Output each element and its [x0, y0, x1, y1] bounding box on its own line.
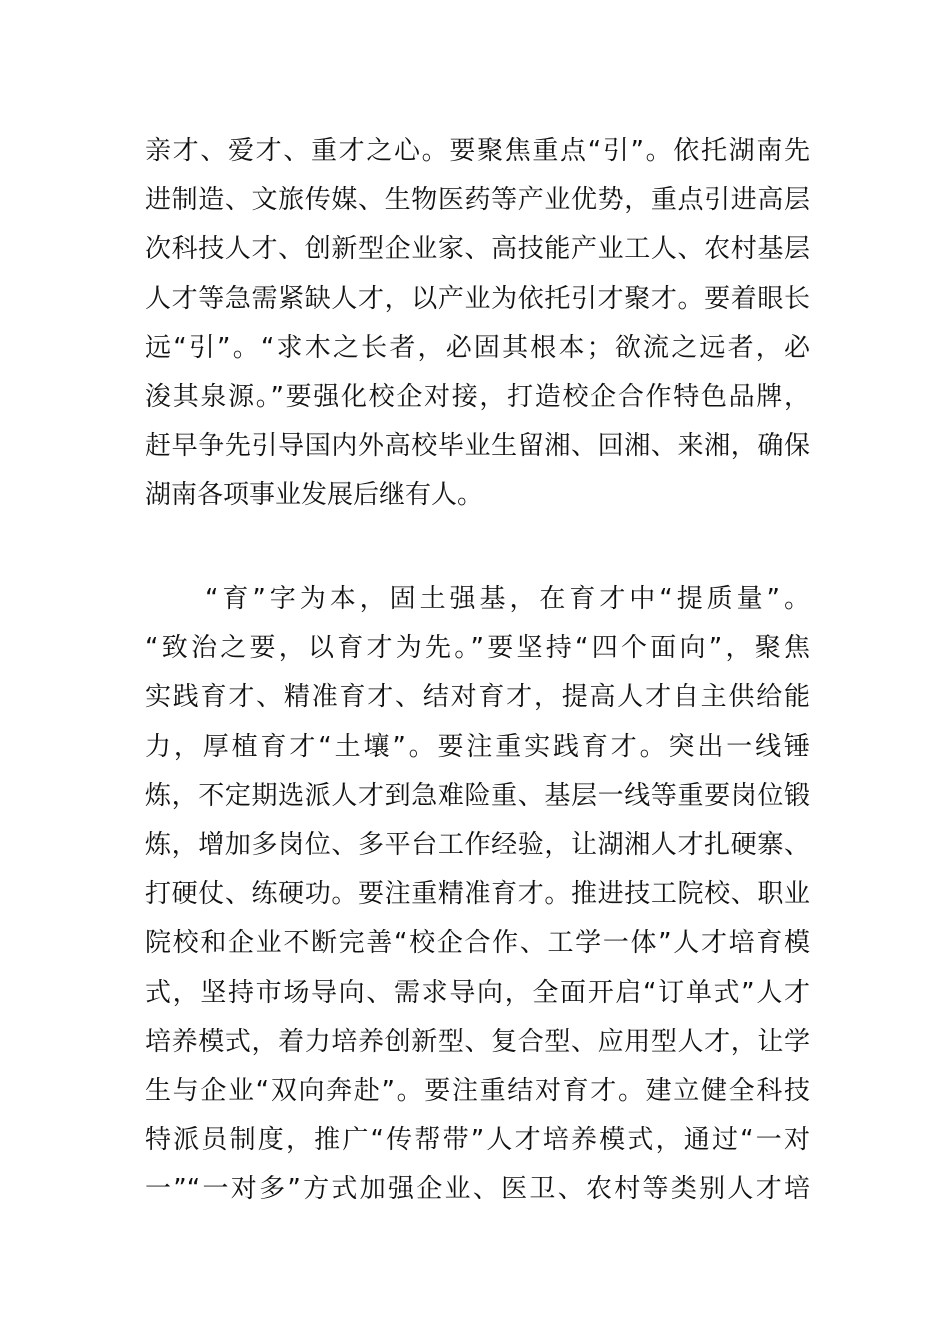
text-line: 人才等急需紧缺人才，以产业为依托引才聚才。要着眼长: [145, 283, 810, 314]
text-line: 亲才、爱才、重才之心。要聚焦重点“引”。依托湖南先: [145, 136, 810, 166]
paragraph-talent-introduction: [145, 127, 810, 521]
text-line: 打硬仗、练硬功。要注重精准育才。推进技工院校、职业: [145, 879, 810, 910]
text-line: 院校和企业不断完善“校企合作、工学一体”人才培育模: [145, 928, 810, 959]
text-line: 力，厚植育才“土壤”。要注重实践育才。突出一线锤: [145, 731, 810, 762]
text-line: 湖南各项事业发展后继有人。: [145, 480, 484, 511]
text-line: 生与企业“双向奔赴”。要注重结对育才。建立健全科技: [145, 1075, 810, 1106]
text-line: 培养模式，着力培养创新型、复合型、应用型人才，让学: [145, 1026, 810, 1057]
text-line: 浚其泉源。”要强化校企对接，打造校企合作特色品牌，: [145, 381, 810, 412]
text-line: 进制造、文旅传媒、生物医药等产业优势，重点引进高层: [145, 185, 810, 216]
paragraph-talent-cultivation: [145, 575, 810, 1214]
text-line: 实践育才、精准育才、结对育才，提高人才自主供给能: [145, 682, 810, 713]
text-line: 赶早争先引导国内外高校毕业生留湘、回湘、来湘，确保: [145, 431, 810, 462]
text-line: 次科技人才、创新型企业家、高技能产业工人、农村基层: [145, 234, 810, 265]
text-line: 炼，增加多岗位、多平台工作经验，让湖湘人才扎硬寨、: [145, 829, 810, 860]
text-line: “致治之要，以育才为先。”要坚持“四个面向”，聚焦: [145, 633, 810, 664]
text-line: 特派员制度，推广“传帮带”人才培养模式，通过“一对: [145, 1125, 810, 1156]
text-line: 一”“一对多”方式加强企业、医卫、农村等类别人才培: [145, 1174, 810, 1205]
text-line: 炼，不定期选派人才到急难险重、基层一线等重要岗位锻: [145, 780, 810, 811]
text-line: 远“引”。“求木之长者，必固其根本；欲流之远者，必: [145, 332, 810, 363]
text-line: “育”字为本，固土强基，在育才中“提质量”。: [205, 584, 810, 614]
text-line: 式，坚持市场导向、需求导向，全面开启“订单式”人才: [145, 977, 810, 1008]
